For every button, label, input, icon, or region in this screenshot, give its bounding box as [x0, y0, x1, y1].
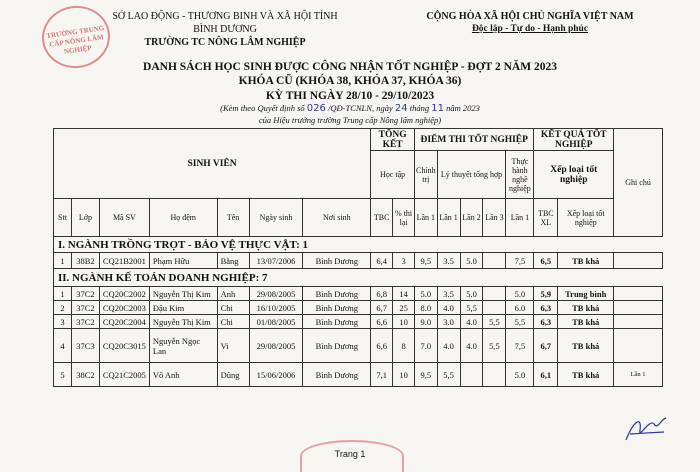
header-thuc-hanh: Thực hành nghề nghiệp	[506, 151, 534, 199]
school-stamp: TRƯỜNG TRUNG CẤP NÔNG LÂM NGHIỆP	[38, 2, 114, 73]
table-row: 5 38C2 CQ21C2005 Võ Anh Dũng 15/06/2006 Bình Dương 7,1 10 9,5 5,5 5.0 6,1 TB khá Lần 1	[54, 363, 663, 387]
header-xep-loai: Xếp loại tốt nghiệp	[534, 151, 614, 199]
header-diem-thi: ĐIỂM THI TỐT NGHIỆP	[415, 129, 534, 151]
column-header-row	[54, 199, 663, 237]
col-ho-dem: Họ đệm	[149, 199, 217, 237]
table-row: 3 37C2 CQ20C2004 Nguyễn Thị Kim Chi 01/08/2005 Bình Dương 6,6 10 9.0 3.0 4.0 5,5 5,5 6,3 TB khá	[54, 315, 663, 329]
col-lop: Lớp	[71, 199, 99, 237]
section-ke-toan: II. NGÀNH KẾ TOÁN DOANH NGHIỆP: 7	[54, 269, 663, 287]
decision-day: 24	[394, 103, 408, 114]
header-ghi-chu: Ghi chú	[614, 129, 663, 237]
col-ngay-sinh: Ngày sinh	[249, 199, 303, 237]
table-row: 1 38B2 CQ21B2001 Phạm Hữu Bằng 13/07/2006 Bình Dương 6,4 3 9,5 3.5 5.0 7,5 6,5 TB khá	[54, 253, 663, 269]
table-row: 1 37C2 CQ20C2002 Nguyễn Thị Kim Anh 29/08/2005 Bình Dương 6,8 14 5.0 3.5 5.0 5.0 5,9 Trung bình	[54, 287, 663, 301]
col-tbc-xl: TBC XL	[534, 199, 558, 237]
decision-month: 11	[431, 103, 444, 114]
col-tbc: TBC	[371, 199, 393, 237]
graduation-table	[53, 128, 663, 387]
issuer-header	[100, 10, 350, 49]
col-ma-sv: Mã SV	[99, 199, 149, 237]
page-number: Trang 1	[334, 449, 366, 459]
header-chinh-tri: Chính trị	[415, 151, 438, 199]
header-hoc-tap: Học tập	[371, 151, 415, 199]
col-lt-lan3: Lần 3	[483, 199, 506, 237]
header-ly-thuyet: Lý thuyết tổng hợp	[437, 151, 506, 199]
header-sinh-vien: SINH VIÊN	[54, 129, 371, 199]
col-lt-lan2: Lần 2	[460, 199, 483, 237]
col-noi-sinh: Nơi sinh	[303, 199, 371, 237]
header-ket-qua: KẾT QUẢ TỐT NGHIỆP	[534, 129, 614, 151]
col-th-lan1: Lần 1	[506, 199, 534, 237]
decision-signer: của Hiệu trưởng trường Trung cấp Nông lâm nghiệp)	[258, 115, 442, 125]
header-tong-ket: TỔNG KẾT	[371, 129, 415, 151]
table-row: 4 37C3 CQ20C3015 Nguyễn Ngọc Lan Vi 29/08/2005 Bình Dương 6,6 8 7.0 4.0 4.0 5,5 7,5 6,7 TB khá	[54, 329, 663, 363]
table-row: 2 37C2 CQ20C2003 Đậu Kim Chi 16/10/2005 Bình Dương 6,7 25 8.0 4.0 5,5 6.0 6,3 TB khá	[54, 301, 663, 315]
national-header	[395, 10, 665, 36]
decision-number: 026	[306, 103, 326, 114]
col-ten: Tên	[217, 199, 249, 237]
ministry-name: SỞ LAO ĐỘNG - THƯƠNG BINH VÀ XÃ HỘI TỈNH BÌNH DƯƠNG	[112, 11, 338, 35]
section-trong-trot: I. NGÀNH TRỒNG TRỌT - BẢO VỆ THỰC VẬT: 1	[54, 237, 663, 253]
doc-title: DANH SÁCH HỌC SINH ĐƯỢC CÔNG NHẬN TỐT NGHIỆP - ĐỢT 2 NĂM 2023	[143, 61, 557, 73]
col-thi-lai: % thi lại	[393, 199, 415, 237]
exam-date: KỲ THI NGÀY 28/10 - 29/10/2023	[265, 90, 435, 102]
doc-subtitle: KHÓA CŨ (KHÓA 38, KHÓA 37, KHÓA 36)	[238, 75, 462, 87]
school-name: TRƯỜNG TC NÔNG LÂM NGHIỆP	[144, 37, 306, 48]
col-xep-loai: Xếp loại tốt nghiệp	[558, 199, 614, 237]
col-lt-lan1: Lần 1	[437, 199, 460, 237]
signature-mark	[620, 410, 670, 446]
country-name: CỘNG HÒA XÃ HỘI CHỦ NGHĨA VIỆT NAM	[426, 11, 634, 22]
decision-line: (Kèm theo Quyết định số 026 /QĐ-TCNLN, ngày 24 tháng 11 năm 2023	[220, 103, 480, 114]
motto: Độc lập - Tự do - Hạnh phúc	[471, 24, 589, 34]
col-ct-lan1: Lần 1	[415, 199, 438, 237]
col-stt: Stt	[54, 199, 72, 237]
